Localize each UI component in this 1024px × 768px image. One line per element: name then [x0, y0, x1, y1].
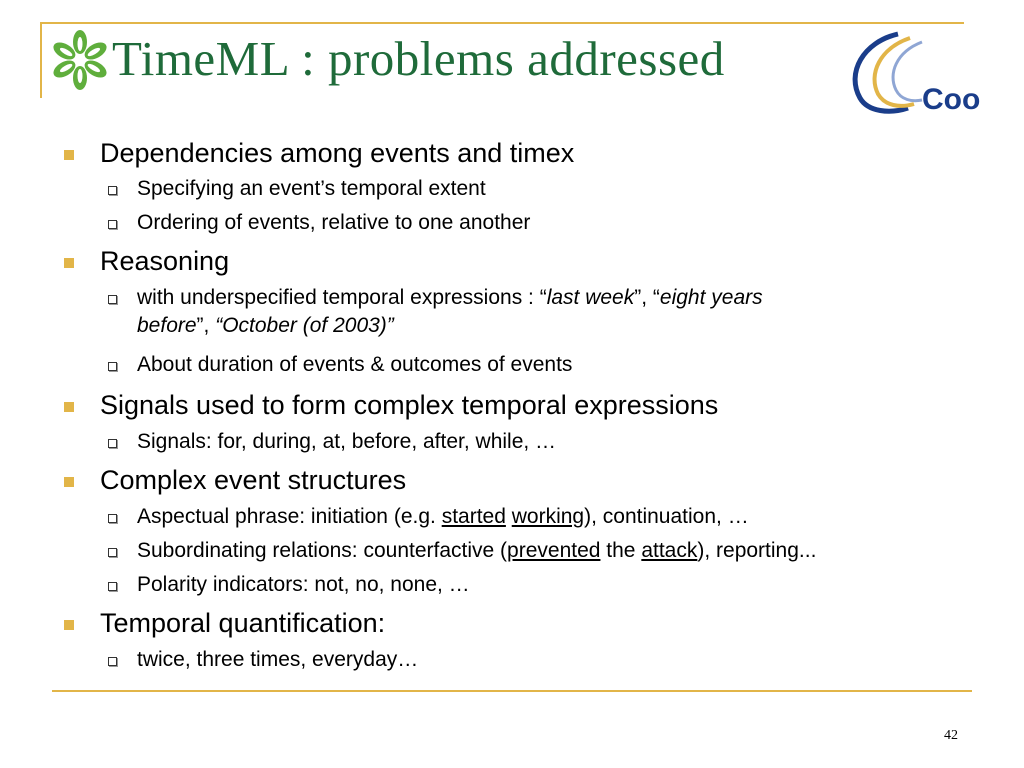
text-segment: ”, “ [634, 286, 660, 309]
sub-bullet-marker [108, 657, 117, 666]
bullet-complex-events: Complex event structures [100, 465, 407, 495]
bullet-marker [64, 620, 74, 630]
text-segment: with underspecified temporal expressions : “ [137, 286, 547, 309]
sub-bullet-marker [108, 295, 117, 304]
example-attack: attack [641, 539, 698, 562]
example-before: before [137, 314, 197, 337]
sub-item-temporal-extent: Specifying an event’s temporal extent [137, 177, 486, 200]
sub-item-quantifiers: twice, three times, everyday… [137, 648, 419, 671]
bullet-quantification: Temporal quantification: [100, 608, 386, 638]
example-last-week: last week [546, 286, 635, 309]
bullet-marker [64, 258, 74, 268]
sub-item-duration: About duration of events & outcomes of events [137, 353, 573, 376]
sub-bullet-marker [108, 582, 117, 591]
sub-bullet-marker [108, 362, 117, 371]
text-segment: ), continuation, … [584, 505, 749, 528]
example-october: “October (of 2003)” [215, 314, 394, 337]
example-eight-years: eight years [659, 286, 763, 309]
bottom-rule [52, 690, 972, 692]
sub-item-underspecified [137, 284, 763, 312]
sub-bullet-marker [108, 548, 117, 557]
bullet-marker [64, 150, 74, 160]
bullet-marker [64, 402, 74, 412]
page-number: 42 [944, 728, 958, 743]
sub-item-ordering: Ordering of events, relative to one another [137, 211, 531, 234]
text-segment: Aspectual phrase: initiation (e.g. [137, 505, 442, 528]
text-segment: ), reporting... [697, 539, 817, 562]
sub-bullet-marker [108, 439, 117, 448]
bullet-reasoning: Reasoning [100, 246, 230, 276]
example-working: working [511, 505, 585, 528]
sub-item-polarity: Polarity indicators: not, no, none, … [137, 573, 470, 596]
text-segment: ”, [196, 314, 216, 337]
sub-bullet-marker [108, 514, 117, 523]
sub-item-aspectual [137, 503, 749, 531]
slide-title: TimeML : problems addressed [112, 31, 725, 86]
sub-bullet-marker [108, 186, 117, 195]
sub-item-underspecified-cont [137, 312, 394, 340]
sub-item-signals-list: Signals: for, during, at, before, after, while, … [137, 430, 557, 453]
bullet-signals: Signals used to form complex temporal expressions [100, 390, 719, 420]
example-started: started [441, 505, 506, 528]
logo-text: Coo [922, 83, 981, 116]
text-segment: Subordinating relations: counterfactive ( [137, 539, 508, 562]
bullet-marker [64, 477, 74, 487]
text-segment: the [600, 539, 642, 562]
sub-item-subordinating [137, 537, 816, 565]
sub-bullet-marker [108, 220, 117, 229]
bullet-dependencies: Dependencies among events and timex [100, 138, 575, 168]
example-prevented: prevented [507, 539, 601, 562]
